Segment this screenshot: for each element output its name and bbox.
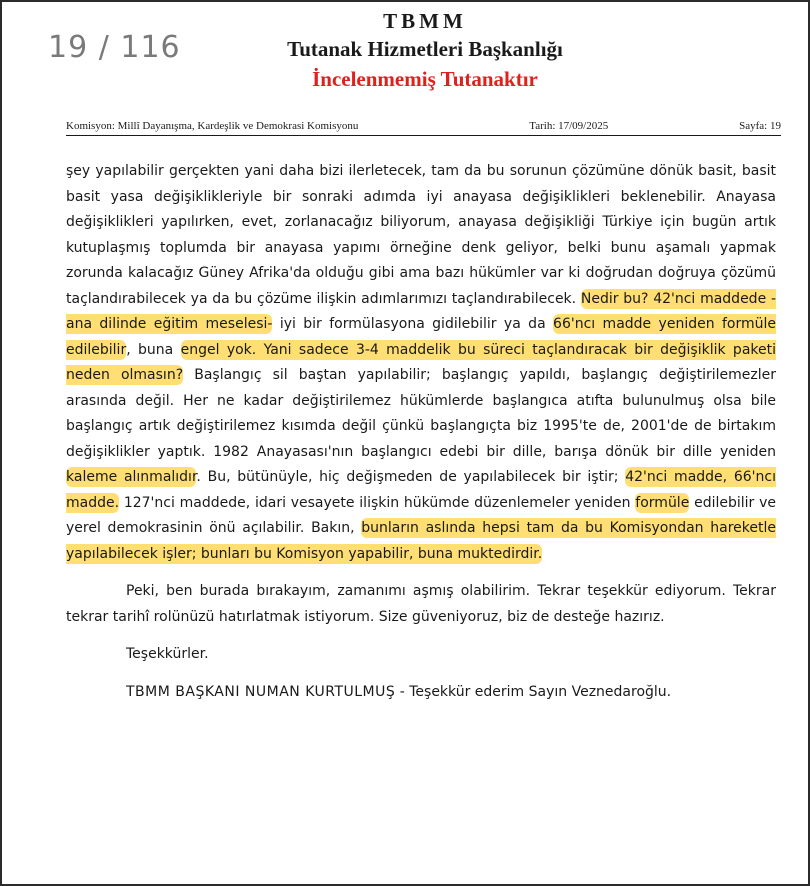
speaker-name: TBMM BAŞKANI NUMAN KURTULMUŞ xyxy=(126,683,396,700)
document-header xyxy=(0,8,810,94)
paragraph-2: Peki, ben burada bırakayım, zamanımı aşmış olabilirim. Tekrar teşekkür ediyorum. Tekrar tekrar tarihî rolünüzü hatırlatmak istiyorum. Size güveniyoruz, biz de desteğe hazırız. xyxy=(66,583,776,625)
paragraph-4 xyxy=(66,680,776,706)
text-run: , buna xyxy=(126,341,181,358)
commission-name: Komisyon: Millî Dayanışma, Kardeşlik ve Demokrasi Komisyonu xyxy=(66,120,359,132)
highlight-mark: Nedir bu? 42'nci maddede -ana dilinde eğitim meselesi- xyxy=(66,290,776,332)
speaker-text: - Teşekkür ederim Sayın Veznedaroğlu. xyxy=(395,683,672,700)
text-run: edilebilir ve yerel demokrasinin önü açılabilir. Bakın, xyxy=(66,494,776,536)
paragraph-3: Teşekkürler. xyxy=(126,646,209,662)
session-date: Tarih: 17/09/2025 xyxy=(529,120,609,132)
page-counter: 19 / 116 xyxy=(48,30,181,65)
text-run: iyi bir formülasyona gidilebilir ya da xyxy=(272,316,554,332)
highlight-mark: kaleme alınmalıdır xyxy=(66,469,197,485)
highlight-mark: 66'ncı madde yeniden formüle edilebilir xyxy=(66,316,776,358)
page-number: Sayfa: 19 xyxy=(739,120,781,132)
paragraph-1 xyxy=(66,159,776,567)
text-run: 127'nci maddede, idari vesayete ilişkin hükümde düzenlemeler yeniden xyxy=(119,494,636,511)
status-title: İncelenmemiş Tutanaktır xyxy=(312,67,538,91)
meta-bar xyxy=(66,120,781,136)
highlight-mark: 42'nci madde, 66'ncı madde. xyxy=(66,469,776,511)
highlight-mark: engel yok. Yani sadece 3-4 maddelik bu süreci taçlandıracak bir değişiklik paketi neden olmasın? xyxy=(66,341,776,383)
text-run: şey yapılabilir gerçekten yani daha bizi ilerletecek, tam da bu sorunun çözümüne dönük basit, basit basit yasa değişiklikleriyle bir sonraki adımda iyi anayasa değişiklikleri beklenebilir. Anayasa değişiklikleri yapılırken, evet, zorlanacağız biliyorum, anayasa değişikliği Türkiye için bugün artık kutuplaşmış toplumda bir anayasa yapımı örneğine denk geliyor, belki bunu aşamalı yapmak zorunda kalacağız Güney Afrika'da olduğu gibi ama bazı hükümler var ki doğrudan doğruya çözümü taçlandırabilecek ya da bu çözüme ilişkin adımlarımızı taçlandırabilecek. xyxy=(66,163,776,307)
highlight-mark: formüle xyxy=(635,494,690,511)
department-title: Tutanak Hizmetleri Başkanlığı xyxy=(287,37,563,61)
org-title: TBMM xyxy=(383,9,467,33)
transcript-body xyxy=(66,159,776,705)
text-run: . Bu, bütünüyle, hiç değişmeden de yapılabilecek bir iştir; xyxy=(196,469,626,485)
text-run: Başlangıç sil baştan yapılabilir; başlangıç yapıldı, başlangıç değiştirilemezler arasında değil. Her ne kadar değiştirilemez hükümlerde başlangıca atıfta bulunulmuş olsa bile başlangıç artık değiştirilemez kısımda değil çünkü başlangıçta biz 1995'te de, 2001'de de birtakım değişiklikler yaptık. 1982 Anayasası'nın başlangıcı edebi bir dille, barışa dönük bir dille yeniden xyxy=(66,367,777,460)
highlight-mark: bunların aslında hepsi tam da bu Komisyondan hareketle yapılabilecek işler; bunları bu Komisyon yapabilir, buna muktedirdir. xyxy=(66,520,776,562)
